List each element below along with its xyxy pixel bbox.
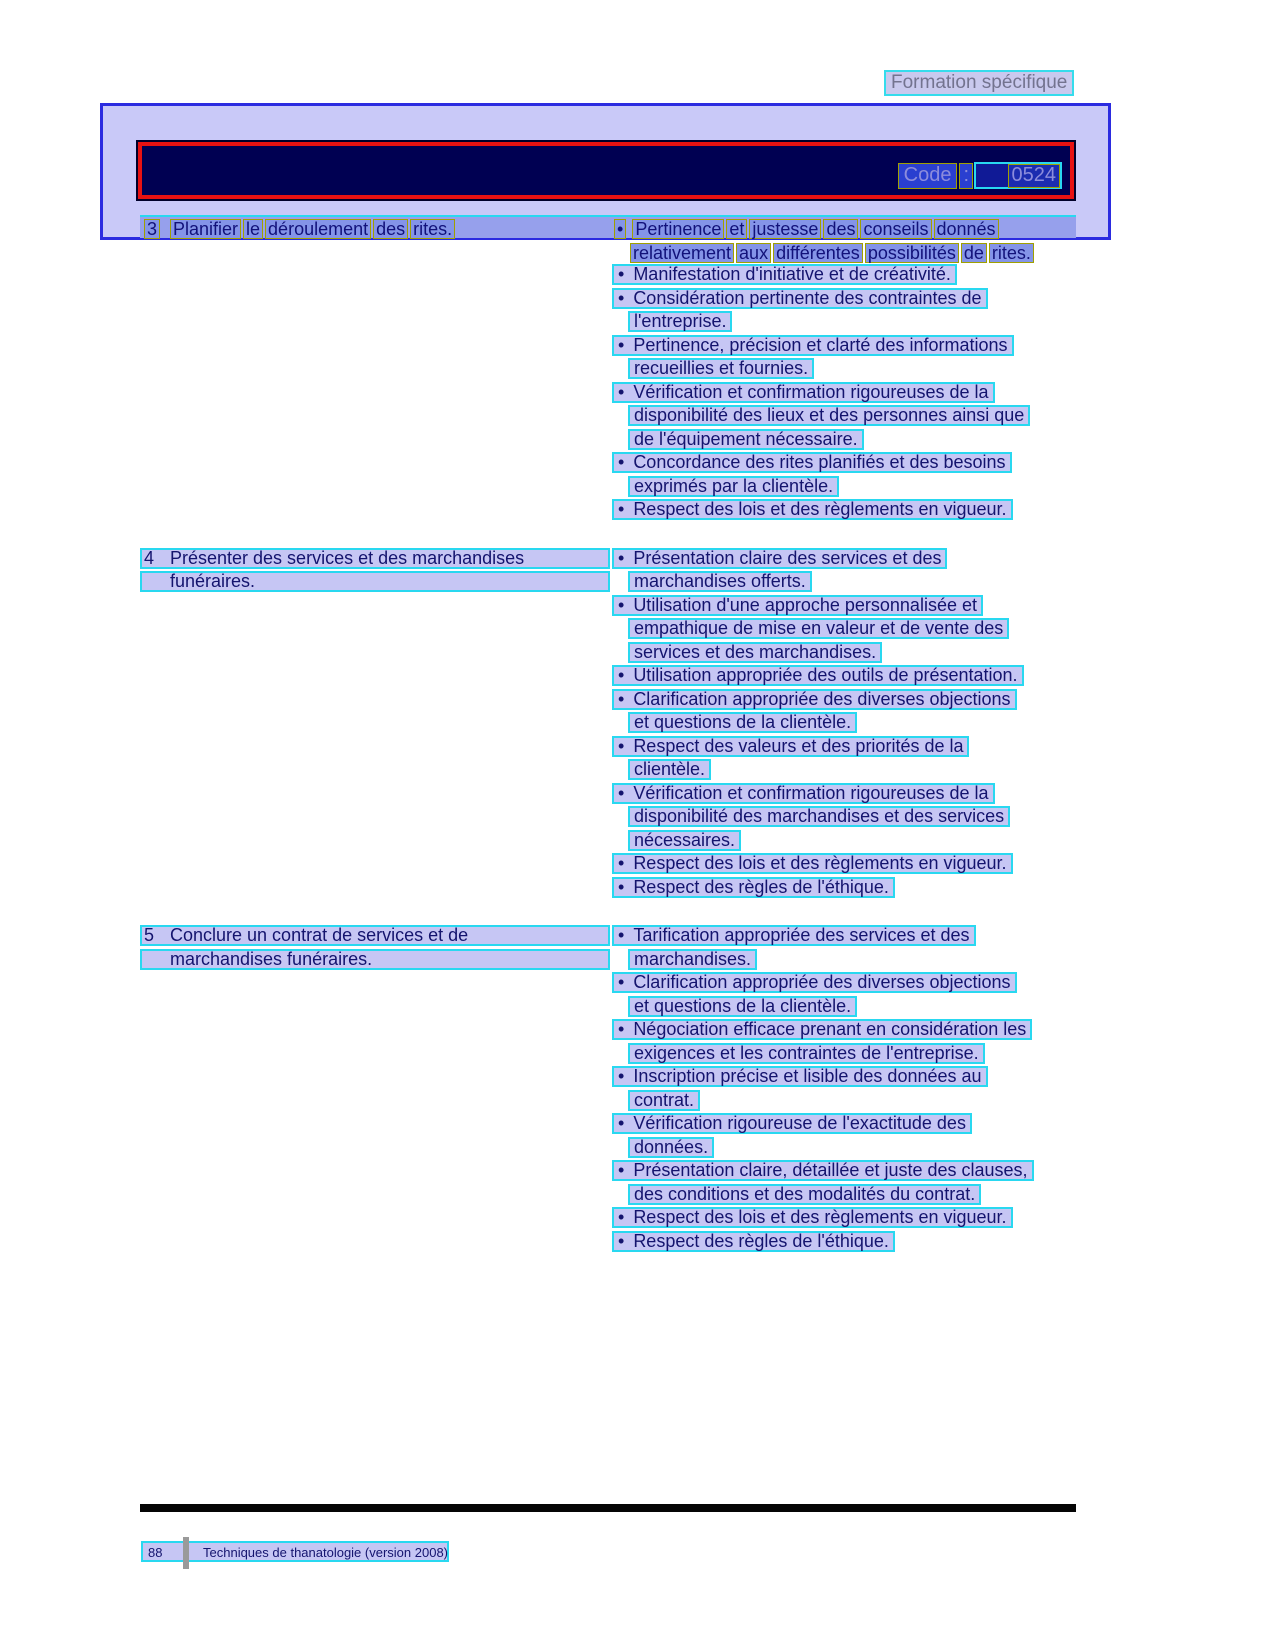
criterion-line xyxy=(612,877,1076,901)
footer-divider xyxy=(183,1537,189,1569)
criterion xyxy=(612,665,1076,689)
line-highlight xyxy=(612,665,1024,686)
word-highlight: rites. xyxy=(989,243,1034,263)
word-highlight: justesse xyxy=(749,219,821,239)
criterion-line xyxy=(612,1019,1076,1043)
criterion-line xyxy=(612,1184,1076,1208)
line-text: Négociation efficace prenant en considération les xyxy=(633,1019,1027,1039)
line-highlight xyxy=(612,288,988,309)
word-highlight: des xyxy=(373,219,408,239)
word-highlight: déroulement xyxy=(265,219,371,239)
bullet-icon: • xyxy=(618,381,625,402)
bullet-icon: • xyxy=(618,334,625,355)
line-highlight xyxy=(612,853,1013,874)
line-text: exprimés par la clientèle. xyxy=(634,475,834,496)
criterion xyxy=(612,853,1076,877)
word-highlight: rites. xyxy=(410,219,455,239)
code-row xyxy=(898,162,1062,189)
criterion-line xyxy=(612,665,1076,689)
bullet-icon: • xyxy=(618,972,625,992)
line-highlight xyxy=(612,972,1017,993)
line-text: Tarification appropriée des services et des xyxy=(633,925,970,945)
line-highlight xyxy=(612,1231,895,1252)
code-label: Code xyxy=(898,163,958,189)
bullet-icon: • xyxy=(618,1207,625,1227)
line-text: Manifestation d'initiative et de créativité. xyxy=(633,264,951,284)
line-highlight xyxy=(628,476,839,497)
criterion-line xyxy=(612,1160,1076,1184)
line-text: Conclure un contrat de services et de xyxy=(170,925,469,945)
line-text: Vérification rigoureuse de l'exactitude des xyxy=(633,1113,966,1133)
criterion-line xyxy=(612,571,1076,595)
line-text: Respect des lois et des règlements en vigueur. xyxy=(633,853,1007,873)
footer-rule xyxy=(140,1504,1076,1512)
line-text: Respect des lois et des règlements en vigueur. xyxy=(633,499,1007,519)
line-text: Pertinence, précision et clarté des informations xyxy=(633,334,1008,355)
line-text: Respect des règles de l'éthique. xyxy=(633,1230,889,1251)
bullet-icon: • xyxy=(614,219,626,239)
line-highlight xyxy=(612,452,1012,473)
criterion-line xyxy=(612,925,1076,949)
page-number: 88 xyxy=(148,1545,163,1560)
competency-row xyxy=(140,548,1076,901)
line-highlight xyxy=(612,335,1014,356)
footer-source: Techniques de thanatologie (version 2008) xyxy=(203,1545,449,1560)
line-highlight xyxy=(612,877,895,898)
criterion xyxy=(612,264,1076,288)
line-text: Respect des lois et des règlements en vigueur. xyxy=(633,1207,1007,1227)
line-highlight xyxy=(628,405,1030,426)
criterion-line xyxy=(612,548,1076,572)
statement-cell xyxy=(140,548,610,901)
criterion-line xyxy=(612,1066,1076,1090)
bullet-icon: • xyxy=(618,547,625,568)
bullet-icon: • xyxy=(618,1113,625,1133)
statement-number: 3 xyxy=(144,219,160,239)
bullet-icon: • xyxy=(618,264,625,284)
line-text: Respect des valeurs et des priorités de la xyxy=(633,735,964,756)
criteria-cell xyxy=(610,217,1076,523)
criterion xyxy=(612,499,1076,523)
criterion-line xyxy=(612,1090,1076,1114)
criterion-line xyxy=(612,689,1076,713)
bullet-icon: • xyxy=(618,876,625,897)
line-text: Clarification appropriée des diverses objections xyxy=(633,972,1011,992)
line-text: Respect des règles de l'éthique. xyxy=(633,876,889,897)
criterion-line xyxy=(612,288,1076,312)
criterion xyxy=(612,736,1076,783)
criterion xyxy=(612,1160,1076,1207)
statement-line xyxy=(140,217,610,238)
criterion-line xyxy=(612,452,1076,476)
bullet-icon: • xyxy=(618,688,625,709)
criterion-line xyxy=(612,712,1076,736)
line-text: Inscription précise et lisible des données au xyxy=(633,1066,982,1086)
line-highlight xyxy=(612,689,1017,710)
footer xyxy=(141,1541,449,1562)
criterion xyxy=(612,1231,1076,1255)
code-field xyxy=(974,162,1062,189)
criterion-line xyxy=(612,736,1076,760)
criterion-line xyxy=(612,429,1076,453)
bullet-icon: • xyxy=(618,452,625,472)
line-highlight xyxy=(628,618,1009,639)
criterion-line xyxy=(612,1137,1076,1161)
statement-line xyxy=(140,571,610,592)
criterion-line xyxy=(612,830,1076,854)
line-text: clientèle. xyxy=(634,759,706,779)
criterion-line xyxy=(612,972,1076,996)
criterion xyxy=(612,877,1076,901)
line-text: empathique de mise en valeur et de vente des xyxy=(634,618,1004,638)
line-highlight xyxy=(612,1019,1032,1040)
bullet-icon: • xyxy=(618,1066,625,1086)
line-text: Utilisation appropriée des outils de présentation. xyxy=(633,665,1018,685)
criterion xyxy=(612,335,1076,382)
criterion xyxy=(612,1113,1076,1160)
line-highlight xyxy=(628,712,857,733)
criterion-line xyxy=(612,595,1076,619)
line-highlight xyxy=(612,736,969,757)
code-separator: : xyxy=(959,163,973,189)
statement-line xyxy=(140,925,610,946)
criterion-line xyxy=(612,759,1076,783)
criterion-line xyxy=(612,783,1076,807)
statement-cell xyxy=(140,217,610,523)
criterion-line xyxy=(612,1231,1076,1255)
bullet-icon: • xyxy=(618,1230,625,1251)
word-highlight: Planifier xyxy=(170,219,241,239)
line-text: contrat. xyxy=(634,1089,695,1110)
line-highlight xyxy=(628,1184,981,1205)
word-highlight: relativement xyxy=(630,243,734,263)
section-label: Formation spécifique xyxy=(884,70,1074,96)
line-text: Vérification et confirmation rigoureuses de la xyxy=(633,782,989,803)
line-highlight xyxy=(612,548,947,569)
line-highlight xyxy=(628,949,757,970)
bullet-icon: • xyxy=(618,782,625,803)
line-text: recueillies et fournies. xyxy=(634,358,809,378)
criterion-line xyxy=(612,1207,1076,1231)
criterion xyxy=(612,288,1076,335)
competency-row xyxy=(140,217,1076,523)
criterion xyxy=(612,217,1076,264)
line-text: marchandises. xyxy=(634,948,752,969)
line-text: Vérification et confirmation rigoureuses de la xyxy=(633,381,989,402)
word-highlight: conseils xyxy=(860,219,931,239)
bullet-icon: • xyxy=(618,735,625,756)
line-highlight xyxy=(628,1137,714,1158)
criterion-line xyxy=(612,382,1076,406)
word-highlight: de xyxy=(961,243,987,263)
criterion-line xyxy=(612,241,1076,265)
criterion-line xyxy=(612,642,1076,666)
bullet-icon: • xyxy=(618,1160,625,1180)
word-highlight: Pertinence xyxy=(632,219,724,239)
line-highlight xyxy=(628,571,812,592)
line-text: Présentation claire des services et des xyxy=(633,547,942,568)
line-highlight xyxy=(628,358,814,379)
line-text: des conditions et des modalités du contrat. xyxy=(634,1183,976,1204)
word-highlight: différentes xyxy=(773,243,863,263)
criterion-line xyxy=(612,311,1076,335)
line-text: Concordance des rites planifiés et des besoins xyxy=(633,452,1006,472)
word-highlight: possibilités xyxy=(865,243,959,263)
criterion-line xyxy=(612,618,1076,642)
criteria-cell xyxy=(610,548,1076,901)
word-highlight: donnés xyxy=(934,219,999,239)
criterion-line xyxy=(612,264,1076,288)
rows xyxy=(140,217,1076,1279)
criterion-line xyxy=(612,476,1076,500)
criteria-cell xyxy=(610,925,1076,1254)
criterion xyxy=(612,1019,1076,1066)
line-text: données. xyxy=(634,1136,709,1157)
word-highlight: des xyxy=(823,219,858,239)
line-highlight xyxy=(612,217,1003,238)
line-text: services et des marchandises. xyxy=(634,641,877,662)
criterion-line xyxy=(612,217,1076,241)
line-highlight xyxy=(612,382,995,403)
line-highlight xyxy=(612,264,957,285)
statement-number: 4 xyxy=(144,547,155,568)
line-highlight xyxy=(628,1090,700,1111)
line-highlight xyxy=(628,642,882,663)
line-highlight xyxy=(612,1113,972,1134)
criterion-line xyxy=(612,949,1076,973)
bullet-icon: • xyxy=(618,665,625,685)
line-text: et questions de la clientèle. xyxy=(634,995,852,1016)
line-text: exigences et les contraintes de l'entreprise. xyxy=(634,1042,979,1063)
line-highlight xyxy=(612,499,1013,520)
line-highlight xyxy=(628,311,732,332)
line-highlight xyxy=(628,1043,985,1064)
line-highlight xyxy=(628,830,741,851)
line-highlight xyxy=(612,1160,1034,1181)
line-text: Présenter des services et des marchandises xyxy=(170,547,525,568)
criterion xyxy=(612,1066,1076,1113)
line-highlight xyxy=(612,925,976,946)
line-highlight xyxy=(628,241,1038,262)
bullet-icon: • xyxy=(618,925,625,945)
criterion xyxy=(612,689,1076,736)
line-text: Utilisation d'une approche personnalisée et xyxy=(633,594,977,615)
bullet-icon: • xyxy=(618,499,625,519)
word-highlight: et xyxy=(726,219,747,239)
title-bar xyxy=(138,142,1074,199)
line-text: disponibilité des marchandises et des services xyxy=(634,806,1005,826)
bullet-icon: • xyxy=(618,853,625,873)
bullet-icon: • xyxy=(618,594,625,615)
criterion-line xyxy=(612,1043,1076,1067)
line-text: Considération pertinente des contraintes de xyxy=(633,287,982,308)
bullet-icon: • xyxy=(618,1019,625,1039)
criterion xyxy=(612,925,1076,972)
word-highlight: le xyxy=(243,219,263,239)
criterion xyxy=(612,382,1076,453)
line-text: nécessaires. xyxy=(634,829,736,850)
line-highlight xyxy=(628,996,857,1017)
line-text: et questions de la clientèle. xyxy=(634,712,852,732)
line-text: de l'équipement nécessaire. xyxy=(634,428,858,449)
statement-line xyxy=(140,949,610,970)
line-text: Clarification appropriée des diverses objections xyxy=(633,688,1011,709)
line-text: disponibilité des lieux et des personnes ainsi que xyxy=(634,405,1025,425)
criterion-line xyxy=(612,996,1076,1020)
statement-line xyxy=(140,548,610,569)
criterion xyxy=(612,783,1076,854)
line-text: marchandises offerts. xyxy=(634,571,806,591)
statement-number: 5 xyxy=(144,925,155,945)
line-highlight xyxy=(612,595,983,616)
criterion-line xyxy=(612,806,1076,830)
criterion-line xyxy=(612,853,1076,877)
code-value: 0524 xyxy=(1008,164,1061,188)
criterion-line xyxy=(612,358,1076,382)
line-highlight xyxy=(612,1066,988,1087)
competency-row xyxy=(140,925,1076,1254)
line-highlight xyxy=(628,806,1010,827)
criterion xyxy=(612,1207,1076,1231)
line-text: Présentation claire, détaillée et juste des clauses, xyxy=(633,1160,1028,1180)
line-highlight xyxy=(612,1207,1013,1228)
criterion-line xyxy=(612,499,1076,523)
criterion xyxy=(612,452,1076,499)
criterion xyxy=(612,595,1076,666)
criterion-line xyxy=(612,405,1076,429)
statement-cell xyxy=(140,925,610,1254)
word-highlight: aux xyxy=(736,243,771,263)
line-highlight xyxy=(612,783,995,804)
line-text: funéraires. xyxy=(170,571,256,591)
bullet-icon: • xyxy=(618,287,625,308)
line-highlight xyxy=(628,759,711,780)
criterion xyxy=(612,548,1076,595)
criterion-line xyxy=(612,335,1076,359)
criterion-line xyxy=(612,1113,1076,1137)
line-highlight xyxy=(628,429,864,450)
criterion xyxy=(612,972,1076,1019)
line-text: l'entreprise. xyxy=(634,311,727,331)
line-text: marchandises funéraires. xyxy=(170,948,373,969)
